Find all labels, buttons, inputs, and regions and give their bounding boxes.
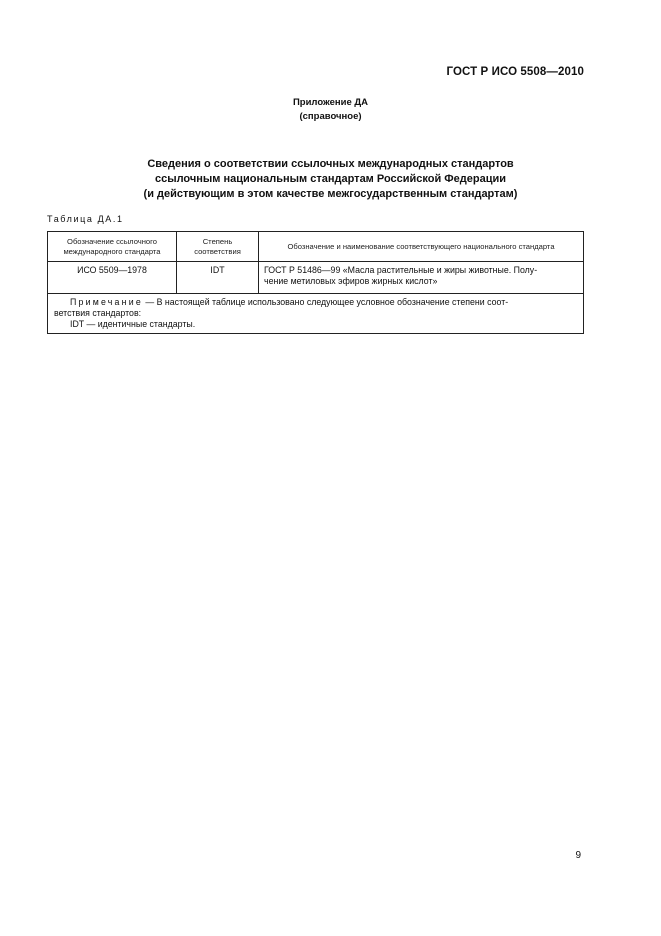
cell-degree: IDT xyxy=(177,262,259,294)
national-standard-line-1: ГОСТ Р 51486—99 «Масла растительные и жиры животные. Полу- xyxy=(264,265,538,275)
section-title-line-3: (и действующим в этом качестве межгосударственным стандартам) xyxy=(143,188,518,200)
header-reference-standard: Обозначение ссылочного международного стандарта xyxy=(48,232,177,262)
note-line-2: ветствия стандартов: xyxy=(54,308,142,318)
table-header-row xyxy=(48,232,584,262)
table-note-row xyxy=(48,294,584,334)
note-label: Примечание xyxy=(70,297,143,307)
page-number: 9 xyxy=(575,850,581,861)
note-text-1: — В настоящей таблице использовано следующее условное обозначение степени соот- xyxy=(145,297,509,307)
correspondence-table xyxy=(47,231,584,334)
table-note xyxy=(48,294,584,334)
header-degree: Степень соответствия xyxy=(177,232,259,262)
section-title xyxy=(60,157,601,202)
appendix-subtitle: (справочное) xyxy=(299,111,362,122)
note-line-3: IDT — идентичные стандарты. xyxy=(70,319,196,329)
header-national-standard: Обозначение и наименование соответствующего национального стандарта xyxy=(259,232,584,262)
appendix-title: Приложение ДА xyxy=(292,97,369,108)
national-standard-line-2: чение метиловых эфиров жирных кислот» xyxy=(264,276,438,286)
note-line-1 xyxy=(54,297,578,308)
section-title-line-1: Сведения о соответствии ссылочных международных стандартов xyxy=(147,158,514,170)
document-code: ГОСТ Р ИСО 5508—2010 xyxy=(446,66,584,78)
cell-national-standard xyxy=(259,262,584,294)
table-row xyxy=(48,262,584,294)
appendix-heading xyxy=(0,96,661,124)
cell-reference-standard: ИСО 5509—1978 xyxy=(48,262,177,294)
table-caption: Таблица ДА.1 xyxy=(47,214,124,224)
section-title-line-2: ссылочным национальным стандартам Российской Федерации xyxy=(154,173,507,185)
